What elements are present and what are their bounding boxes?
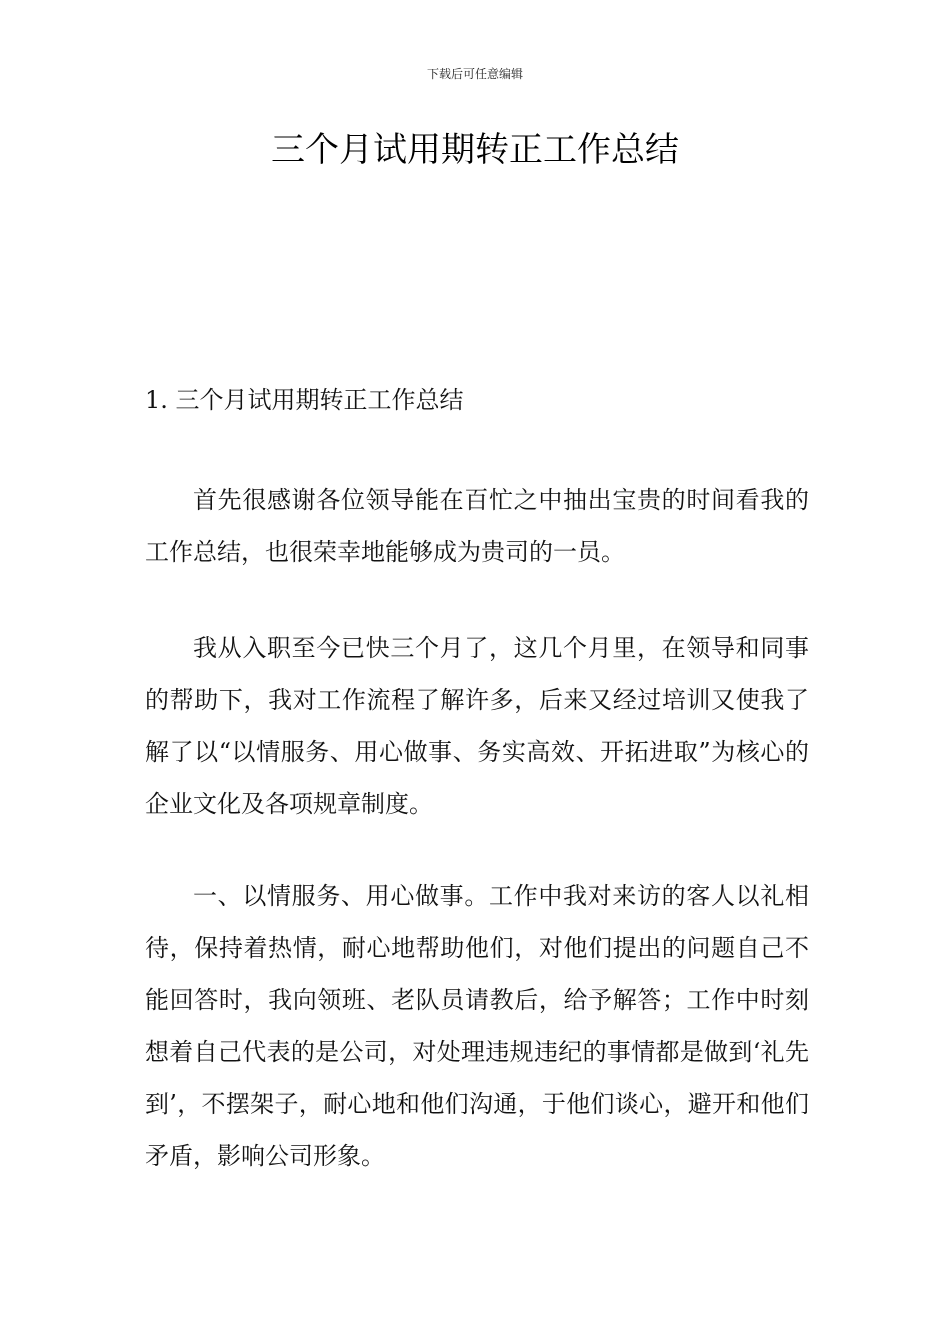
paragraph-intro: 首先很感谢各位领导能在百忙之中抽出宝贵的时间看我的工作总结，也很荣幸地能够成为贵司的一员。 bbox=[145, 486, 809, 566]
document-title: 三个月试用期转正工作总结 bbox=[271, 130, 679, 170]
paragraph-service: 一、以情服务、用心做事。工作中我对来访的客人以礼相待，保持着热情，耐心地帮助他们，对他们提出的问题自己不能回答时，我向领班、老队员请教后，给予解答；工作中时刻想着自己代表的是公司，对处理违规违纪的事情都是做到‘礼先到’，不摆架子，耐心地和他们沟通，于他们谈心，避开和他们矛盾，影响公司形象。 bbox=[145, 882, 809, 1170]
header-note: 下载后可任意编辑 bbox=[426, 67, 523, 81]
paragraph-onboarding: 我从入职至今已快三个月了，这几个月里，在领导和同事的帮助下，我对工作流程了解许多，后来又经过培训又使我了解了以“以情服务、用心做事、务实高效、开拓进取”为核心的企业文化及各项规章制度。 bbox=[145, 634, 809, 818]
section-heading: 1. 三个月试用期转正工作总结 bbox=[145, 386, 464, 414]
